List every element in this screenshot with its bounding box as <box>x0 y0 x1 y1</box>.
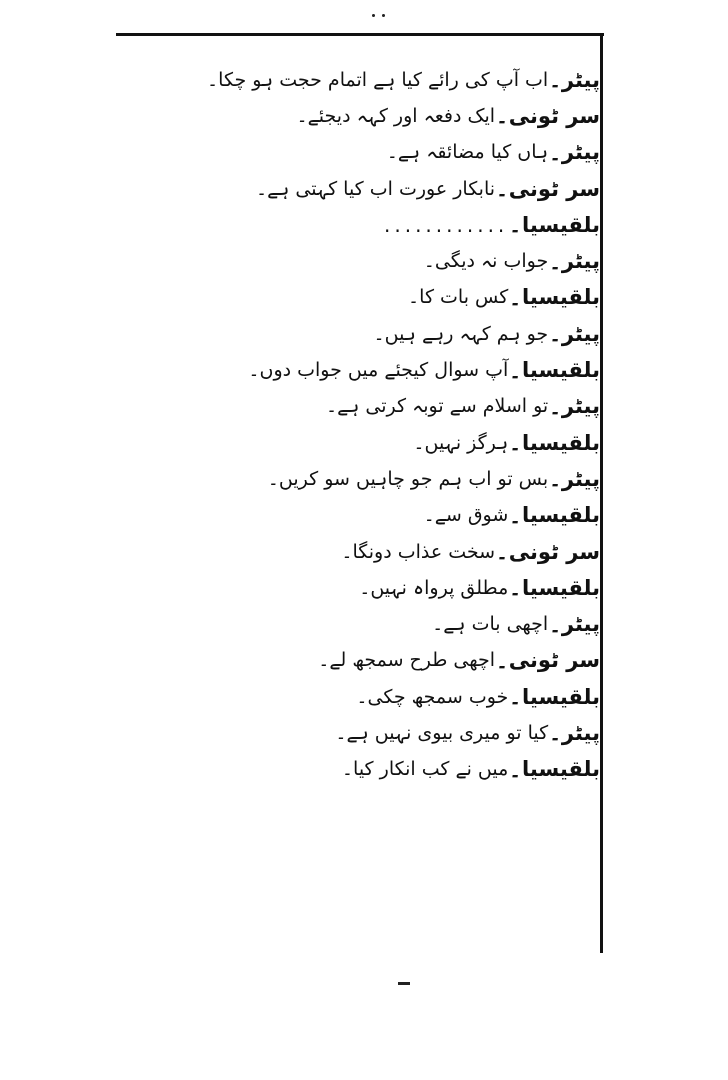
right-border-rule <box>600 33 603 953</box>
dialogue-line <box>130 752 600 788</box>
speech-text: مطلق پرواہ نہیں۔ <box>359 576 509 599</box>
speech-text: بس تو اب ہم جو چاہیں سو کریں۔ <box>267 467 549 490</box>
speech-text: اب آپ کی رائے کیا ہے اتمام حجت ہو چکا۔ <box>207 68 549 91</box>
speaker-name: بلقیسیا <box>522 684 600 709</box>
speaker-separator: ۔ <box>496 177 508 202</box>
bottom-ink-mark <box>398 982 410 985</box>
speaker-separator: ۔ <box>509 503 522 528</box>
dialogue-line <box>130 715 600 751</box>
speaker-name: سر ٹونی <box>508 103 600 128</box>
speaker-name: بلقیسیا <box>522 757 600 782</box>
speaker-separator: ۔ <box>509 685 522 710</box>
speech-text: ہرگز نہیں۔ <box>413 431 509 454</box>
speech-text: کیا تو میری بیوی نہیں ہے۔ <box>335 721 549 744</box>
speech-text: اچھی بات ہے۔ <box>432 613 549 636</box>
speaker-separator: ۔ <box>509 358 522 383</box>
dialogue-line <box>130 243 600 279</box>
speaker-separator: ۔ <box>496 540 508 564</box>
speaker-name: بلقیسیا <box>522 285 600 310</box>
speech-text: ہاں کیا مضائقہ ہے۔ <box>386 141 549 164</box>
speaker-name: سر ٹونی <box>508 176 600 201</box>
dialogue-line <box>130 352 600 388</box>
speaker-separator: ۔ <box>549 467 561 492</box>
speaker-separator: ۔ <box>549 322 561 347</box>
speaker-name: سر ٹونی <box>508 648 600 673</box>
speech-text: کس بات کا۔ <box>408 286 509 309</box>
speech-text: آپ سوال کیجئے میں جواب دوں۔ <box>248 359 509 382</box>
speaker-name: بلقیسیا <box>522 358 600 383</box>
speech-text: جواب نہ دیگی۔ <box>423 250 549 273</box>
speaker-separator: ۔ <box>549 68 561 93</box>
dialogue-line <box>130 135 600 171</box>
speaker-separator: ۔ <box>509 431 522 456</box>
dialogue-line <box>130 280 600 316</box>
speaker-name: پیٹر <box>561 67 600 92</box>
speaker-name: بلقیسیا <box>522 575 600 600</box>
speaker-separator: ۔ <box>549 249 561 274</box>
dialogue-line <box>130 643 600 679</box>
speaker-separator: ۔ <box>496 104 508 129</box>
speaker-name: بلقیسیا <box>522 430 600 455</box>
speaker-name: پیٹر <box>561 466 600 491</box>
dialogue-line <box>130 171 600 207</box>
speech-text: ............ <box>384 213 509 238</box>
speaker-name: پیٹر <box>561 720 600 745</box>
dialogue-line <box>130 570 600 606</box>
speaker-separator: ۔ <box>509 285 522 310</box>
dialogue-line <box>130 498 600 534</box>
dialogue-line <box>130 62 600 98</box>
top-ink-marks <box>372 14 412 22</box>
speaker-name: پیٹر <box>561 394 600 419</box>
speaker-name: پیٹر <box>561 249 600 274</box>
speech-text: شوق سے۔ <box>423 504 509 527</box>
speech-text: خوب سمجھ چکی۔ <box>356 685 509 708</box>
speaker-separator: ۔ <box>509 213 522 238</box>
dialogue-line <box>130 534 600 570</box>
speaker-separator: ۔ <box>509 576 522 601</box>
speech-text: سخت عذاب دونگا۔ <box>341 540 496 563</box>
dialogue-line <box>130 98 600 134</box>
top-border-rule <box>116 33 604 36</box>
speaker-name: پیٹر <box>561 321 600 346</box>
dialogue-line <box>130 606 600 642</box>
speaker-separator: ۔ <box>549 612 561 637</box>
speech-text: میں نے کب انکار کیا۔ <box>341 758 509 781</box>
speech-text: تو اسلام سے توبہ کرتی ہے۔ <box>325 395 549 418</box>
speaker-separator: ۔ <box>509 757 522 782</box>
speaker-separator: ۔ <box>496 648 508 673</box>
speech-text: اچھی طرح سمجھ لے۔ <box>318 649 496 672</box>
speaker-separator: ۔ <box>549 140 561 165</box>
speaker-separator: ۔ <box>549 394 561 419</box>
speech-text: نابکار عورت اب کیا کہتی ہے۔ <box>255 177 496 200</box>
speech-text: جو ہم کہہ رہے ہیں۔ <box>373 322 549 345</box>
dialogue-line <box>130 425 600 461</box>
dialogue-list <box>130 62 600 788</box>
speaker-name: بلقیسیا <box>522 212 600 237</box>
dialogue-line <box>130 207 600 243</box>
speaker-name: پیٹر <box>561 612 600 637</box>
speaker-separator: ۔ <box>549 721 561 746</box>
dialogue-line <box>130 679 600 715</box>
speaker-name: بلقیسیا <box>522 503 600 528</box>
speaker-name: پیٹر <box>561 140 600 165</box>
dialogue-line <box>130 389 600 425</box>
dialogue-line <box>130 461 600 497</box>
speaker-name: سر ٹونی <box>508 539 600 564</box>
dialogue-line <box>130 316 600 352</box>
speech-text: ایک دفعہ اور کہہ دیجئے۔ <box>296 104 496 127</box>
